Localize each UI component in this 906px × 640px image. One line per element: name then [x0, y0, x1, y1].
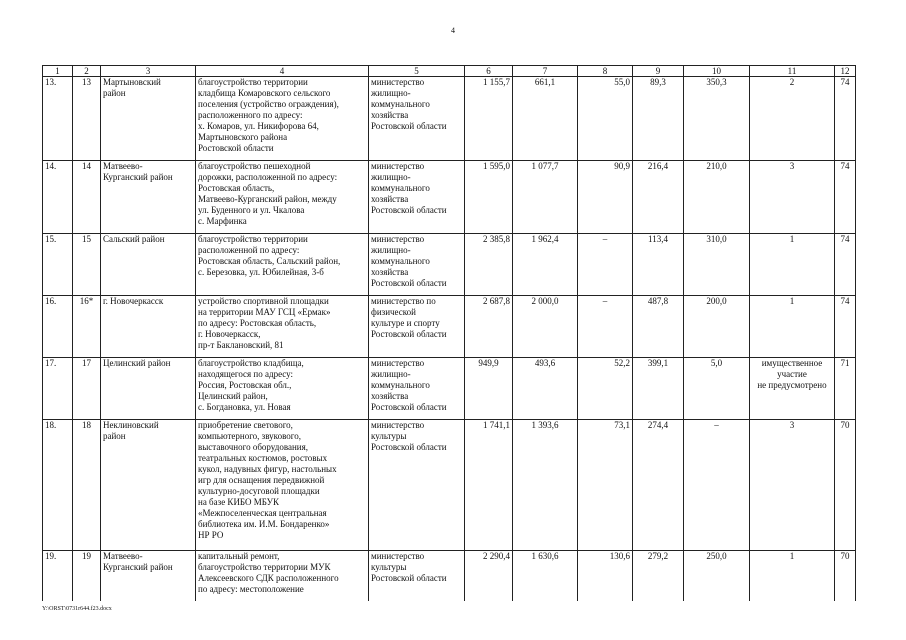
value-cell: 274,4: [633, 420, 684, 551]
project-description-cell: благоустройство территории расположенной по адресу: Ростовская область, Сальский район, с. Березовка, ул. Юбилейная, 3-б: [196, 234, 369, 296]
table-row: [43, 420, 856, 551]
municipality-cell: Матвеево- Курганский район: [101, 551, 196, 601]
value-cell: 210,0: [684, 161, 750, 234]
header-cell: 8: [578, 66, 633, 77]
score-cell: 74: [835, 234, 856, 296]
header-cell: 5: [369, 66, 465, 77]
value-cell: 279,2: [633, 551, 684, 601]
value-cell: –: [578, 296, 633, 358]
value-cell: 1 741,1: [465, 420, 513, 551]
object-number-cell: 14: [73, 161, 101, 234]
municipality-cell: Матвеево- Курганский район: [101, 161, 196, 234]
municipality-cell: г. Новочеркасск: [101, 296, 196, 358]
value-cell: 200,0: [684, 296, 750, 358]
value-cell: 113,4: [633, 234, 684, 296]
table-row: [43, 358, 856, 420]
value-cell: 2 000,0: [513, 296, 578, 358]
participation-cell: 2: [750, 77, 835, 161]
project-description-cell: приобретение светового, компьютерного, звукового, выставочного оборудования, театральных костюмов, ростовых кукол, надувных фигур, настольных игр для оснащения передвижной культурно-досуговой площадки на базе КИБО МБУК «Межпоселенческая центральная библиотека им. И.М. Бондаренко» НР РО: [196, 420, 369, 551]
table-container: [42, 65, 855, 601]
value-cell: 1 393,6: [513, 420, 578, 551]
value-cell: –: [578, 234, 633, 296]
value-cell: 2 687,8: [465, 296, 513, 358]
header-cell: 7: [513, 66, 578, 77]
value-cell: 2 385,8: [465, 234, 513, 296]
ministry-cell: министерство жилищно- коммунального хозяйства Ростовской области: [369, 161, 465, 234]
participation-cell: 3: [750, 161, 835, 234]
value-cell: 1 077,7: [513, 161, 578, 234]
row-index-cell: 14.: [43, 161, 73, 234]
municipality-cell: Сальский район: [101, 234, 196, 296]
value-cell: 1 962,4: [513, 234, 578, 296]
value-cell: 310,0: [684, 234, 750, 296]
project-description-cell: благоустройство кладбища, находящегося по адресу: Россия, Ростовская обл., Целинский район, с. Богдановка, ул. Новая: [196, 358, 369, 420]
value-cell: 1 630,6: [513, 551, 578, 601]
header-cell: 4: [196, 66, 369, 77]
header-cell: 10: [684, 66, 750, 77]
document-file-path: Y:\ORST\0731r644.f23.docx: [42, 606, 112, 612]
value-cell: 1 595,0: [465, 161, 513, 234]
value-cell: 52,2: [578, 358, 633, 420]
score-cell: 74: [835, 161, 856, 234]
object-number-cell: 16*: [73, 296, 101, 358]
object-number-cell: 19: [73, 551, 101, 601]
participation-cell: имущественное участие не предусмотрено: [750, 358, 835, 420]
object-number-cell: 18: [73, 420, 101, 551]
ministry-cell: министерство по физической культуре и спорту Ростовской области: [369, 296, 465, 358]
value-cell: 1 155,7: [465, 77, 513, 161]
score-cell: 74: [835, 77, 856, 161]
row-index-cell: 19.: [43, 551, 73, 601]
value-cell: –: [684, 420, 750, 551]
row-index-cell: 17.: [43, 358, 73, 420]
object-number-cell: 17: [73, 358, 101, 420]
score-cell: 71: [835, 358, 856, 420]
value-cell: 73,1: [578, 420, 633, 551]
value-cell: 130,6: [578, 551, 633, 601]
participation-cell: 1: [750, 296, 835, 358]
value-cell: 949,9: [465, 358, 513, 420]
table-header: [43, 66, 856, 77]
header-cell: 12: [835, 66, 856, 77]
ministry-cell: министерство жилищно- коммунального хозяйства Ростовской области: [369, 77, 465, 161]
ministry-cell: министерство жилищно- коммунального хозяйства Ростовской области: [369, 234, 465, 296]
table-row: [43, 234, 856, 296]
table-row: [43, 551, 856, 601]
value-cell: 89,3: [633, 77, 684, 161]
score-cell: 70: [835, 420, 856, 551]
value-cell: 55,0: [578, 77, 633, 161]
header-cell: 6: [465, 66, 513, 77]
object-number-cell: 15: [73, 234, 101, 296]
row-index-cell: 18.: [43, 420, 73, 551]
value-cell: 250,0: [684, 551, 750, 601]
score-cell: 70: [835, 551, 856, 601]
ministry-cell: министерство культуры Ростовской области: [369, 420, 465, 551]
header-cell: 1: [43, 66, 73, 77]
header-row: [43, 66, 856, 77]
header-cell: 3: [101, 66, 196, 77]
participation-cell: 1: [750, 234, 835, 296]
project-description-cell: капитальный ремонт, благоустройство территории МУК Алексеевского СДК расположенного по адресу: местоположение: [196, 551, 369, 601]
value-cell: 493,6: [513, 358, 578, 420]
value-cell: 5,0: [684, 358, 750, 420]
table-body: [43, 77, 856, 601]
table-row: [43, 77, 856, 161]
table-row: [43, 296, 856, 358]
project-description-cell: устройство спортивной площадки на территории МАУ ГСЦ «Ермак» по адресу: Ростовская область, г. Новочеркасск, пр-т Баклановский, 81: [196, 296, 369, 358]
value-cell: 216,4: [633, 161, 684, 234]
row-index-cell: 15.: [43, 234, 73, 296]
value-cell: 661,1: [513, 77, 578, 161]
header-cell: 2: [73, 66, 101, 77]
value-cell: 487,8: [633, 296, 684, 358]
value-cell: 399,1: [633, 358, 684, 420]
data-table: [42, 65, 856, 601]
municipality-cell: Целинский район: [101, 358, 196, 420]
row-index-cell: 13.: [43, 77, 73, 161]
project-description-cell: благоустройство территории кладбища Комаровского сельского поселения (устройство ограждения), расположенного по адресу: х. Комаров, ул. Никифорова 64, Мартыновского района Ростовской области: [196, 77, 369, 161]
value-cell: 90,9: [578, 161, 633, 234]
municipality-cell: Неклиновский район: [101, 420, 196, 551]
page-number: 4: [451, 26, 455, 35]
header-cell: 11: [750, 66, 835, 77]
project-description-cell: благоустройство пешеходной дорожки, расположенной по адресу: Ростовская область, Матвеево-Курганский район, между ул. Буденного и ул. Чкалова с. Марфинка: [196, 161, 369, 234]
score-cell: 74: [835, 296, 856, 358]
ministry-cell: министерство культуры Ростовской области: [369, 551, 465, 601]
value-cell: 350,3: [684, 77, 750, 161]
header-cell: 9: [633, 66, 684, 77]
participation-cell: 1: [750, 551, 835, 601]
value-cell: 2 290,4: [465, 551, 513, 601]
table-row: [43, 161, 856, 234]
municipality-cell: Мартыновский район: [101, 77, 196, 161]
ministry-cell: министерство жилищно- коммунального хозяйства Ростовской области: [369, 358, 465, 420]
participation-cell: 3: [750, 420, 835, 551]
row-index-cell: 16.: [43, 296, 73, 358]
object-number-cell: 13: [73, 77, 101, 161]
